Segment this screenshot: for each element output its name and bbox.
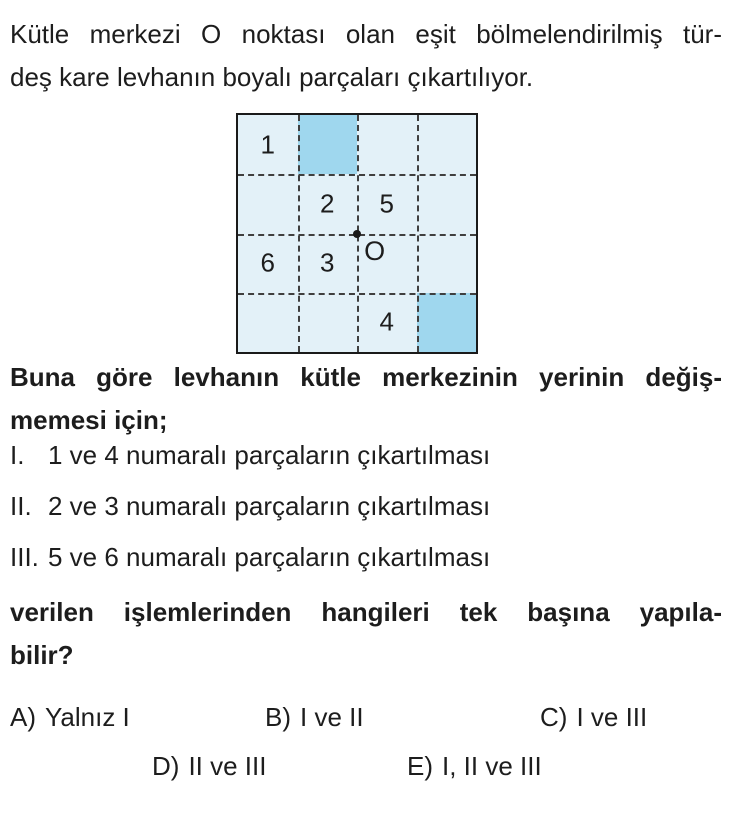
option-A: [10, 702, 130, 733]
grid-dashed-line-horizontal: [238, 293, 476, 295]
question-line-2: bilir?: [10, 640, 74, 670]
cell-label-2: 2: [320, 188, 335, 219]
cell-label-6: 6: [260, 247, 275, 278]
question-line-1: verilen işlemlerinden hangileri tek başına yapıla-: [10, 597, 722, 627]
shaded-cell: [298, 115, 358, 174]
statement-I-text: 1 ve 4 numaralı parçaların çıkartılması: [48, 440, 491, 470]
statement-III-numeral: III.: [10, 542, 39, 572]
statement-III-text: 5 ve 6 numaralı parçaların çıkartılması: [48, 542, 491, 572]
option-C: [540, 702, 647, 733]
option-B-label: B): [265, 702, 291, 732]
option-A-text: Yalnız I: [45, 702, 130, 732]
option-B-text: I ve II: [300, 702, 364, 732]
option-E-label: E): [407, 751, 433, 781]
option-D-label: D): [152, 751, 180, 781]
option-E-text: I, II ve III: [442, 751, 542, 781]
cell-label-3: 3: [320, 247, 335, 278]
intro-line-1: Kütle merkezi O noktası olan eşit bölmelendirilmiş tür-: [10, 19, 722, 49]
cell-label-4: 4: [379, 306, 394, 337]
intro-line-2: deş kare levhanın boyalı parçaları çıkartılıyor.: [10, 62, 534, 92]
statement-I: [10, 430, 722, 481]
statement-II: [10, 481, 722, 532]
center-of-mass-label: O: [364, 235, 386, 266]
cell-label-5: 5: [379, 188, 394, 219]
shaded-cell: [417, 293, 477, 352]
statement-list: [10, 430, 722, 583]
grid-dashed-line-horizontal: [238, 174, 476, 176]
option-E: [407, 751, 542, 782]
statement-II-numeral: II.: [10, 491, 32, 521]
option-C-label: C): [540, 702, 568, 732]
option-D-text: II ve III: [188, 751, 267, 781]
question-paragraph: [10, 591, 722, 677]
stem-line-2: memesi için;: [10, 405, 168, 435]
option-C-text: I ve III: [576, 702, 648, 732]
option-A-label: A): [10, 702, 36, 732]
statement-III: [10, 532, 722, 583]
cell-label-1: 1: [260, 129, 275, 160]
center-of-mass-dot: [353, 230, 361, 238]
plate-diagram: [236, 113, 478, 354]
stem-line-1: Buna göre levhanın kütle merkezinin yerinin değiş-: [10, 362, 722, 392]
option-B: [265, 702, 364, 733]
option-D: [152, 751, 266, 782]
intro-paragraph: [10, 13, 722, 99]
statement-I-numeral: I.: [10, 440, 25, 470]
statement-II-text: 2 ve 3 numaralı parçaların çıkartılması: [48, 491, 491, 521]
